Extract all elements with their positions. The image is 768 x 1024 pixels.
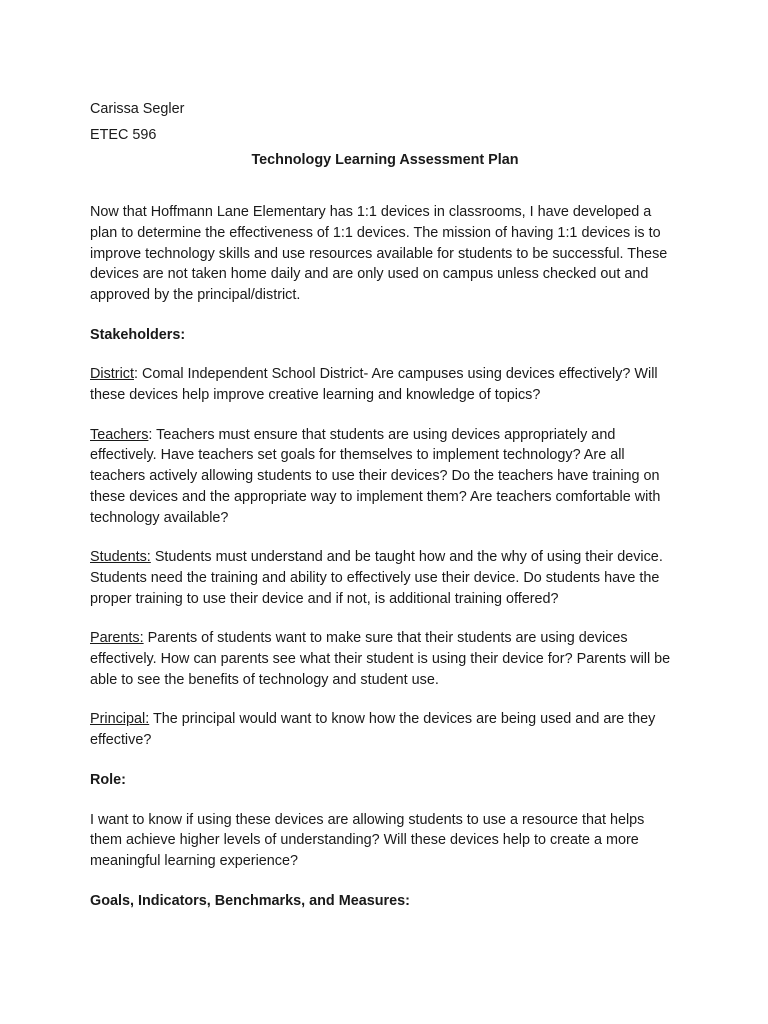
stakeholder-text: The principal would want to know how the devices are being used and are they effective?: [90, 711, 656, 749]
role-heading: Role:: [90, 771, 126, 788]
stakeholder-students: [90, 547, 680, 609]
stakeholder-label: Students:: [90, 549, 151, 566]
stakeholder-label: Teachers: [90, 426, 149, 443]
goals-heading: Goals, Indicators, Benchmarks, and Measures:: [90, 892, 410, 909]
role-paragraph: I want to know if using these devices are allowing students to use a resource that helps them achieve higher levels of understanding? Will these devices help to create a more meaningful learning experience?: [90, 811, 645, 869]
stakeholders-heading: Stakeholders:: [90, 326, 186, 343]
stakeholder-label: Parents:: [90, 630, 144, 647]
document-title: Technology Learning Assessment Plan: [251, 152, 519, 169]
stakeholder-separator: :: [148, 426, 157, 443]
course-code: ETEC 596: [90, 126, 157, 143]
stakeholder-text: Comal Independent School District- Are campuses using devices effectively? Will these devices help improve creative learning and knowledge of topics?: [90, 366, 658, 404]
stakeholder-district: [90, 364, 680, 405]
stakeholder-text: Students must understand and be taught how and the why of using their device. Students need the training and ability to effectively use their device. Do students have the proper training to use their device and if not, is additional training offered?: [90, 549, 663, 607]
document-body: [90, 99, 680, 930]
stakeholder-label: Principal:: [90, 711, 150, 728]
author-name: Carissa Segler: [90, 101, 185, 117]
stakeholder-text: Parents of students want to make sure that their students are using devices effectively. How can parents see what their student is using their device for? Parents will be able to see the benefits of technology and student use.: [90, 630, 671, 688]
stakeholder-label: District: [90, 366, 134, 383]
stakeholder-parents: [90, 628, 680, 690]
intro-paragraph: Now that Hoffmann Lane Elementary has 1:1 devices in classrooms, I have developed a plan to determine the effectiveness of 1:1 devices. The mission of having 1:1 devices is to improve technology skills and use resources available for students to be successful. These devices are not taken home daily and are only used on campus unless checked out and approved by the principal/district.: [90, 204, 668, 303]
stakeholder-text: Teachers must ensure that students are using devices appropriately and effectively. Have teachers set goals for themselves to implement technology? Are all teachers actively allowing students to use their devices? Do the teachers have training on these devices and the appropriate way to implement them? Are teachers comfortable with technology available?: [90, 426, 661, 526]
stakeholder-separator: :: [133, 366, 142, 383]
stakeholder-teachers: [90, 425, 680, 529]
stakeholder-principal: [90, 709, 680, 750]
